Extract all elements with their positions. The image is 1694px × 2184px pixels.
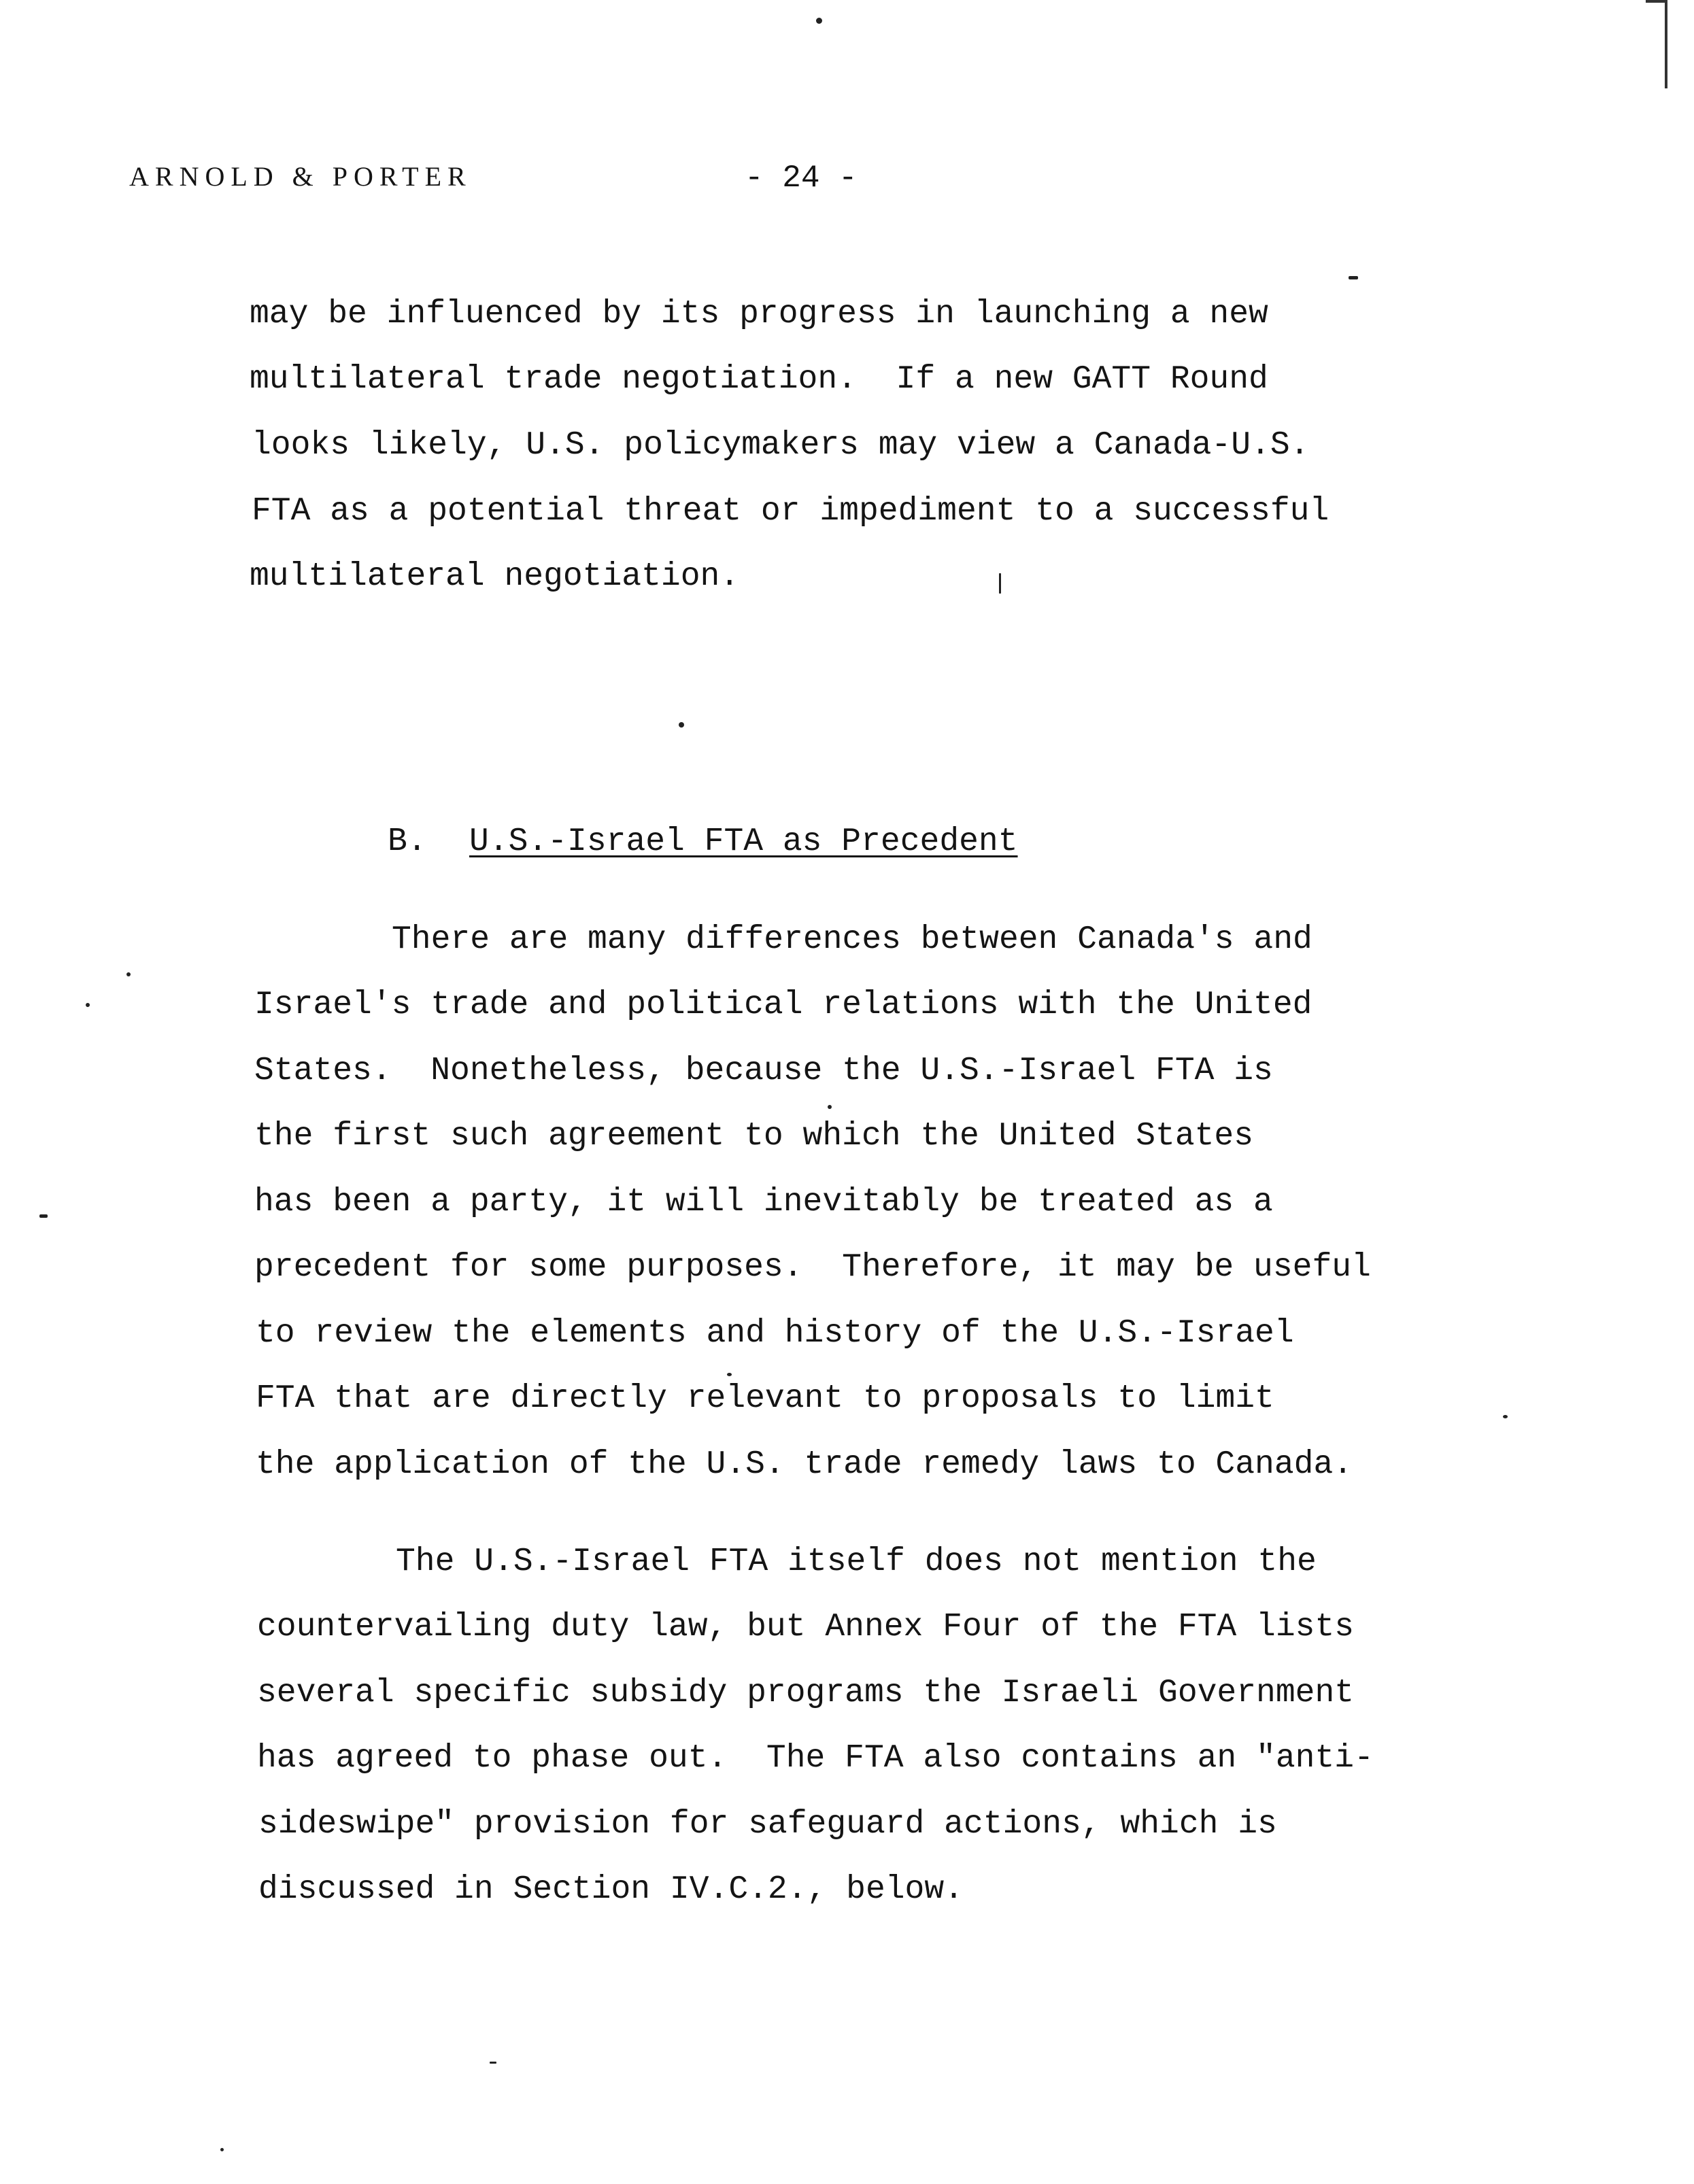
scan-speck bbox=[1503, 1415, 1508, 1418]
scan-edge-mark bbox=[1646, 0, 1667, 3]
text-line: has agreed to phase out. The FTA also contains an "anti- bbox=[257, 1740, 1374, 1777]
scan-speck bbox=[816, 18, 822, 24]
scan-speck bbox=[86, 1003, 90, 1007]
text-line: looks likely, U.S. policymakers may view a Canada-U.S. bbox=[252, 427, 1310, 464]
text-line: sideswipe" provision for safeguard actions, which is bbox=[258, 1806, 1277, 1843]
text-line: States. Nonetheless, because the U.S.-Israel FTA is bbox=[254, 1053, 1273, 1089]
text-line: precedent for some purposes. Therefore, it may be useful bbox=[254, 1249, 1371, 1286]
scan-speck bbox=[1349, 276, 1358, 279]
text-line: discussed in Section IV.C.2., below. bbox=[258, 1871, 964, 1908]
text-line: There are many differences between Canada's and bbox=[392, 921, 1312, 958]
scan-speck bbox=[220, 2148, 224, 2151]
text-line: to review the elements and history of the U.S.-Israel bbox=[256, 1315, 1294, 1352]
section-title: U.S.-Israel FTA as Precedent bbox=[469, 823, 1018, 860]
text-line: multilateral trade negotiation. If a new GATT Round bbox=[250, 361, 1268, 398]
text-line: the first such agreement to which the United States bbox=[254, 1118, 1254, 1155]
scan-speck bbox=[727, 1373, 732, 1376]
section-label: B. bbox=[388, 823, 427, 860]
text-line: has been a party, it will inevitably be treated as a bbox=[254, 1184, 1273, 1221]
text-line: The U.S.-Israel FTA itself does not mention the bbox=[396, 1543, 1317, 1580]
scan-speck bbox=[490, 2062, 496, 2064]
text-line: the application of the U.S. trade remedy laws to Canada. bbox=[256, 1446, 1353, 1483]
text-line: multilateral negotiation. bbox=[250, 558, 740, 595]
scan-speck bbox=[999, 573, 1001, 594]
scan-speck bbox=[679, 722, 684, 728]
scan-speck bbox=[126, 972, 131, 976]
text-line: Israel's trade and political relations with the United bbox=[254, 987, 1312, 1023]
scan-edge-mark bbox=[1665, 0, 1667, 88]
firm-header: ARNOLD & PORTER bbox=[129, 161, 472, 192]
scan-speck bbox=[39, 1214, 48, 1218]
text-line: several specific subsidy programs the Israeli Government bbox=[257, 1675, 1355, 1711]
text-line: FTA that are directly relevant to proposals to limit bbox=[256, 1380, 1274, 1417]
text-line: FTA as a potential threat or impediment to a successful bbox=[252, 493, 1329, 530]
page-number: - 24 - bbox=[745, 160, 858, 196]
text-line: countervailing duty law, but Annex Four of the FTA lists bbox=[257, 1609, 1355, 1645]
text-line: may be influenced by its progress in launching a new bbox=[250, 296, 1268, 332]
scan-speck bbox=[828, 1105, 832, 1109]
